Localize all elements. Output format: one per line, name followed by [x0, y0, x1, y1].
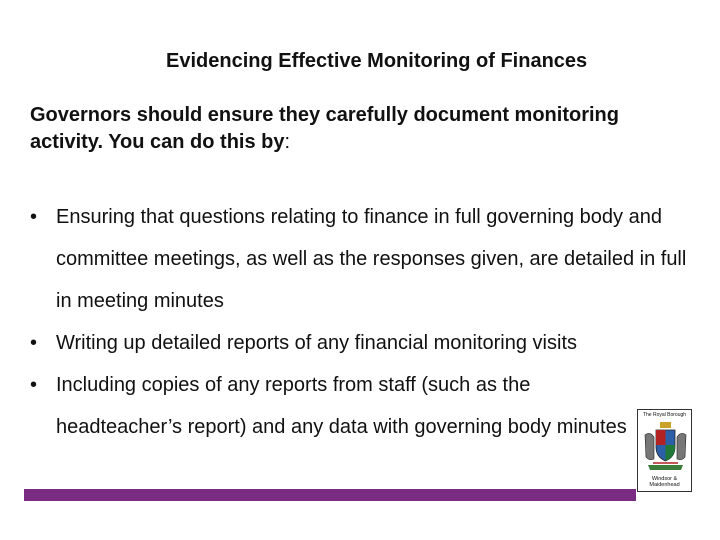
- bullet-text: Writing up detailed reports of any financial monitoring visits: [56, 332, 577, 354]
- bullet-list: [30, 196, 690, 448]
- council-logo: [637, 409, 692, 492]
- intro-main: Governors should ensure they carefully document monitoring activity. You can do this by: [30, 104, 619, 153]
- logo-bottom-text: Windsor & Maidenhead: [649, 476, 680, 488]
- bullet-symbol: •: [30, 332, 38, 354]
- bullet-item: [30, 322, 690, 364]
- bullet-item: [30, 364, 690, 448]
- logo-top-text: The Royal Borough: [642, 412, 687, 418]
- bullet-symbol: •: [30, 374, 38, 396]
- bullet-text: Including copies of any reports from staff (such as the headteacher’s report) and any data with governing body minutes: [56, 374, 627, 438]
- slide-title: Evidencing Effective Monitoring of Finances: [166, 50, 588, 72]
- intro-text: [30, 102, 670, 156]
- accent-bar: [24, 489, 636, 501]
- bullet-symbol: •: [30, 206, 38, 228]
- bullet-item: [30, 196, 690, 322]
- bullet-text: Ensuring that questions relating to finance in full governing body and committee meetings, as well as the responses given, are detailed in full in meeting minutes: [56, 206, 687, 312]
- coat-of-arms-icon: [641, 421, 690, 473]
- intro-colon: :: [284, 131, 291, 153]
